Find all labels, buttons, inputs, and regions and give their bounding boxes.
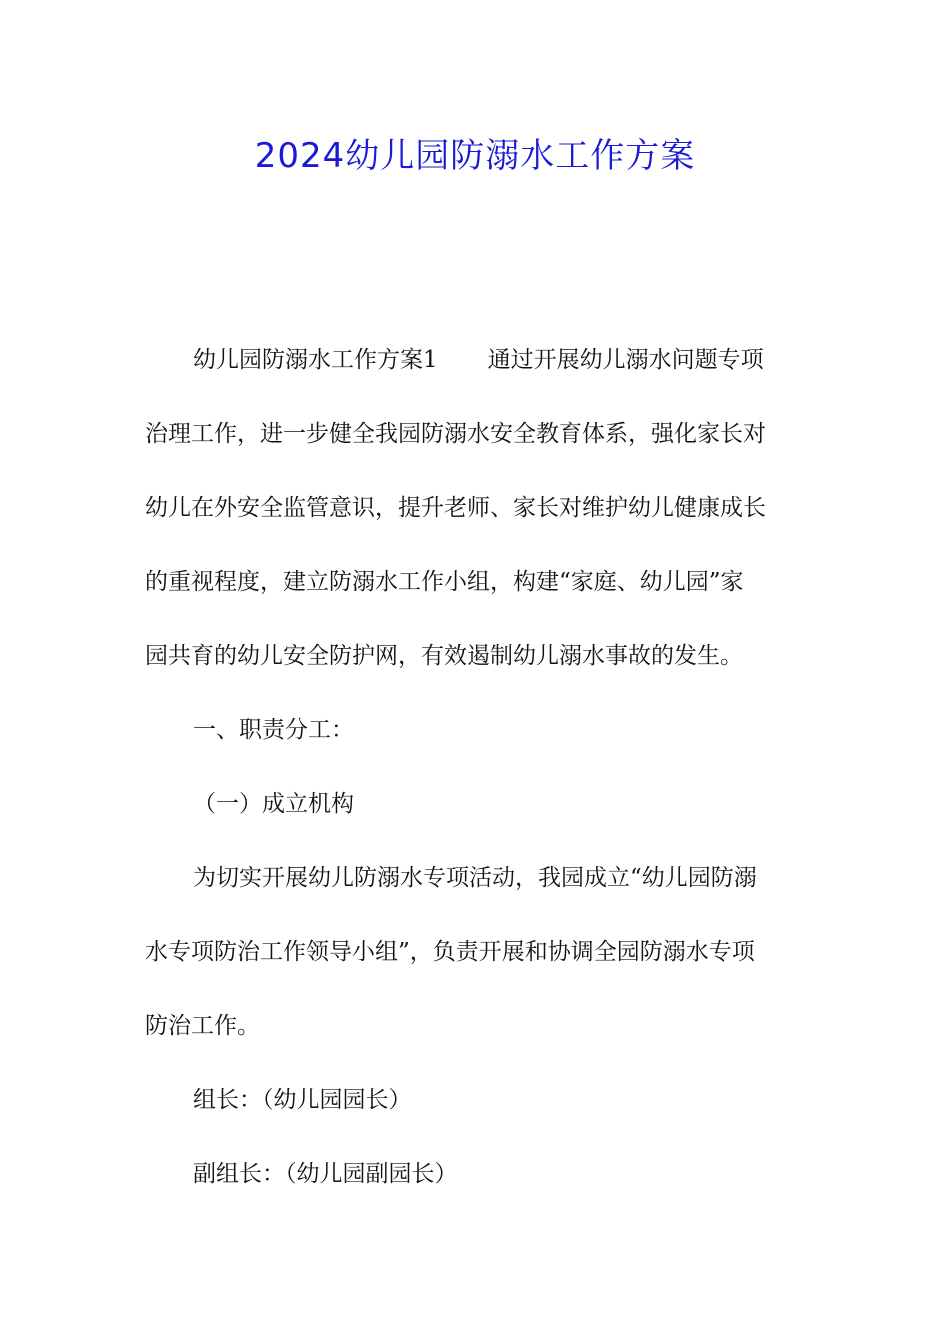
document-title: 2024幼儿园防溺水工作方案 bbox=[254, 136, 696, 176]
section-heading: 一、职责分工： bbox=[193, 717, 354, 743]
paragraph-line: 水专项防治工作领导小组”，负责开展和协调全园防溺水专项 bbox=[145, 939, 755, 965]
document-body bbox=[145, 323, 810, 1211]
paragraph-line: 园共育的幼儿安全防护网，有效遏制幼儿溺水事故的发生。 bbox=[145, 643, 743, 669]
paragraph-line: 为切实开展幼儿防溺水专项活动，我园成立“幼儿园防溺 bbox=[193, 865, 757, 891]
subsection-heading: （一）成立机构 bbox=[193, 791, 354, 817]
paragraph-line: 防治工作。 bbox=[145, 1013, 260, 1039]
paragraph-text: 通过开展幼儿溺水问题专项 bbox=[487, 347, 764, 373]
paragraph-line bbox=[145, 323, 810, 397]
paragraph-line: 治理工作，进一步健全我园防溺水安全教育体系，强化家长对 bbox=[145, 421, 766, 447]
paragraph-line: 的重视程度，建立防溺水工作小组，构建“家庭、幼儿园”家 bbox=[145, 569, 744, 595]
deputy-line: 副组长：（幼儿园副园长） bbox=[193, 1161, 458, 1187]
paragraph-line: 幼儿在外安全监管意识，提升老师、家长对维护幼儿健康成长 bbox=[145, 495, 766, 521]
leader-line: 组长：（幼儿园园长） bbox=[193, 1087, 412, 1113]
section-heading: 幼儿园防溺水工作方案1 bbox=[193, 347, 438, 373]
